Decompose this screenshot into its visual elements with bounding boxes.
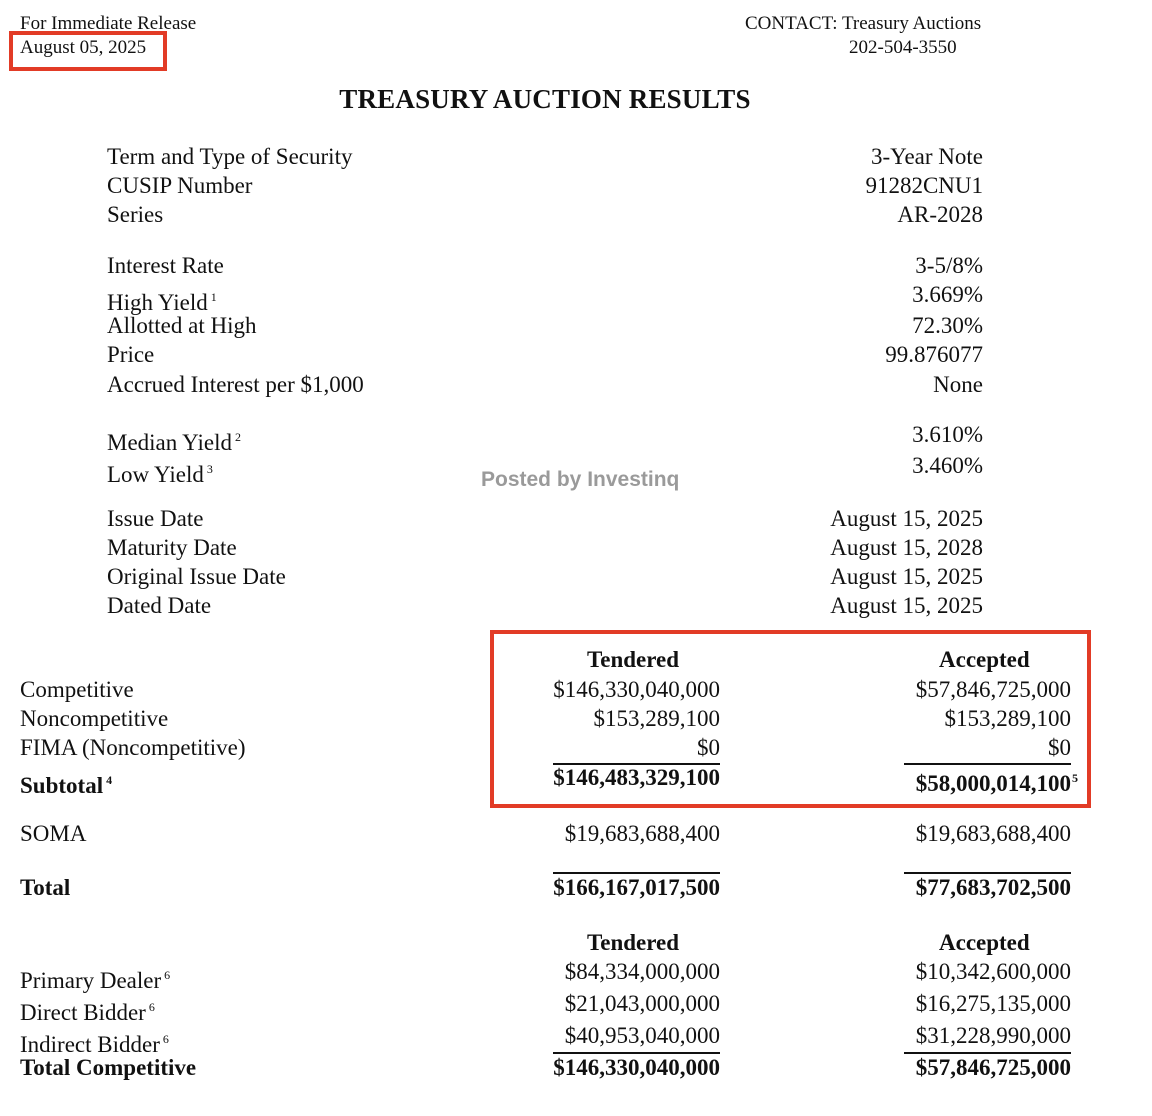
subtotal-accepted [916, 764, 1078, 798]
low-yield-value: 3.460% [912, 453, 983, 478]
soma-label: SOMA [20, 821, 87, 846]
footnote-marker: 6 [162, 1032, 169, 1046]
interest-rate-value: 3-5/8% [915, 253, 983, 278]
noncompetitive-tendered: $153,289,100 [593, 706, 720, 731]
footnote-marker: 3 [206, 462, 213, 476]
competitive-tendered: $146,330,040,000 [553, 677, 720, 702]
primary-dealer-text: Primary Dealer [20, 968, 162, 993]
col-tendered-header: Tendered [587, 647, 680, 672]
indirect-bidder-text: Indirect Bidder [20, 1032, 160, 1057]
indirect-bidder-tendered: $40,953,040,000 [564, 1023, 720, 1048]
contact-label: CONTACT: [745, 13, 838, 34]
subtotal-accepted-value: $58,000,014,100 [915, 771, 1071, 796]
total-label: Total [20, 875, 71, 900]
competitive-label: Competitive [20, 677, 134, 702]
dated-date-label: Dated Date [107, 593, 212, 618]
median-yield-value: 3.610% [912, 422, 983, 447]
footnote-marker: 1 [210, 290, 217, 304]
term-value: 3-Year Note [870, 144, 983, 169]
allotted-label: Allotted at High [107, 313, 257, 338]
direct-bidder-tendered: $21,043,000,000 [564, 991, 720, 1016]
primary-dealer-label [20, 961, 170, 995]
primary-dealer-tendered: $84,334,000,000 [564, 959, 720, 984]
watermark: Posted by Investinq [481, 468, 680, 491]
fima-tendered: $0 [697, 735, 720, 760]
total-accepted: $77,683,702,500 [915, 875, 1071, 900]
series-value: AR-2028 [897, 202, 983, 227]
fima-accepted: $0 [1048, 735, 1071, 760]
total-tendered: $166,167,017,500 [553, 875, 720, 900]
total-competitive-tendered: $146,330,040,000 [553, 1055, 720, 1080]
competitive-accepted: $57,846,725,000 [915, 677, 1071, 702]
median-yield-label [107, 423, 241, 457]
series-label: Series [107, 202, 164, 227]
issue-date-label: Issue Date [107, 506, 204, 531]
median-yield-text: Median Yield [107, 430, 232, 455]
accrued-value: None [933, 372, 983, 397]
contact-line [745, 13, 981, 35]
cusip-value: 91282CNU1 [865, 173, 983, 198]
interest-rate-label: Interest Rate [107, 253, 224, 278]
maturity-date-value: August 15, 2028 [830, 535, 983, 560]
soma-tendered: $19,683,688,400 [564, 821, 720, 846]
footnote-marker: 6 [164, 968, 171, 982]
footnote-marker: 5 [1072, 771, 1078, 785]
col-accepted-header-2: Accepted [939, 930, 1030, 955]
term-label: Term and Type of Security [107, 144, 353, 169]
direct-bidder-accepted: $16,275,135,000 [915, 991, 1071, 1016]
issue-date-value: August 15, 2025 [830, 506, 983, 531]
accrued-label: Accrued Interest per $1,000 [107, 372, 364, 397]
maturity-date-label: Maturity Date [107, 535, 237, 560]
noncompetitive-label: Noncompetitive [20, 706, 169, 731]
high-yield-value: 3.669% [912, 282, 983, 307]
direct-bidder-text: Direct Bidder [20, 1000, 146, 1025]
footnote-marker: 2 [234, 430, 241, 444]
page-title: TREASURY AUCTION RESULTS [339, 84, 751, 114]
cusip-label: CUSIP Number [107, 173, 253, 198]
subtotal-label [20, 766, 112, 800]
subtotal-tendered: $146,483,329,100 [553, 765, 720, 790]
fima-label: FIMA (Noncompetitive) [20, 735, 246, 760]
col-tendered-header-2: Tendered [587, 930, 680, 955]
subtotal-text: Subtotal [20, 773, 104, 798]
low-yield-label [107, 455, 213, 489]
soma-accepted: $19,683,688,400 [915, 821, 1071, 846]
allotted-value: 72.30% [912, 313, 983, 338]
total-competitive-label: Total Competitive [20, 1055, 197, 1080]
low-yield-text: Low Yield [107, 462, 204, 487]
noncompetitive-accepted: $153,289,100 [944, 706, 1071, 731]
release-label: For Immediate Release [20, 13, 197, 34]
dated-date-value: August 15, 2025 [830, 593, 983, 618]
footnote-marker: 4 [106, 773, 113, 787]
indirect-bidder-accepted: $31,228,990,000 [915, 1023, 1071, 1048]
high-yield-text: High Yield [107, 290, 208, 315]
price-label: Price [107, 342, 155, 367]
primary-dealer-accepted: $10,342,600,000 [915, 959, 1071, 984]
price-value: 99.876077 [885, 342, 983, 367]
contact-name: Treasury Auctions [841, 13, 982, 34]
original-issue-date-label: Original Issue Date [107, 564, 286, 589]
col-accepted-header: Accepted [939, 647, 1030, 672]
release-date: August 05, 2025 [20, 37, 147, 58]
total-competitive-accepted: $57,846,725,000 [915, 1055, 1071, 1080]
footnote-marker: 6 [148, 1000, 155, 1014]
contact-phone: 202-504-3550 [849, 37, 957, 58]
original-issue-date-value: August 15, 2025 [830, 564, 983, 589]
direct-bidder-label [20, 993, 155, 1027]
